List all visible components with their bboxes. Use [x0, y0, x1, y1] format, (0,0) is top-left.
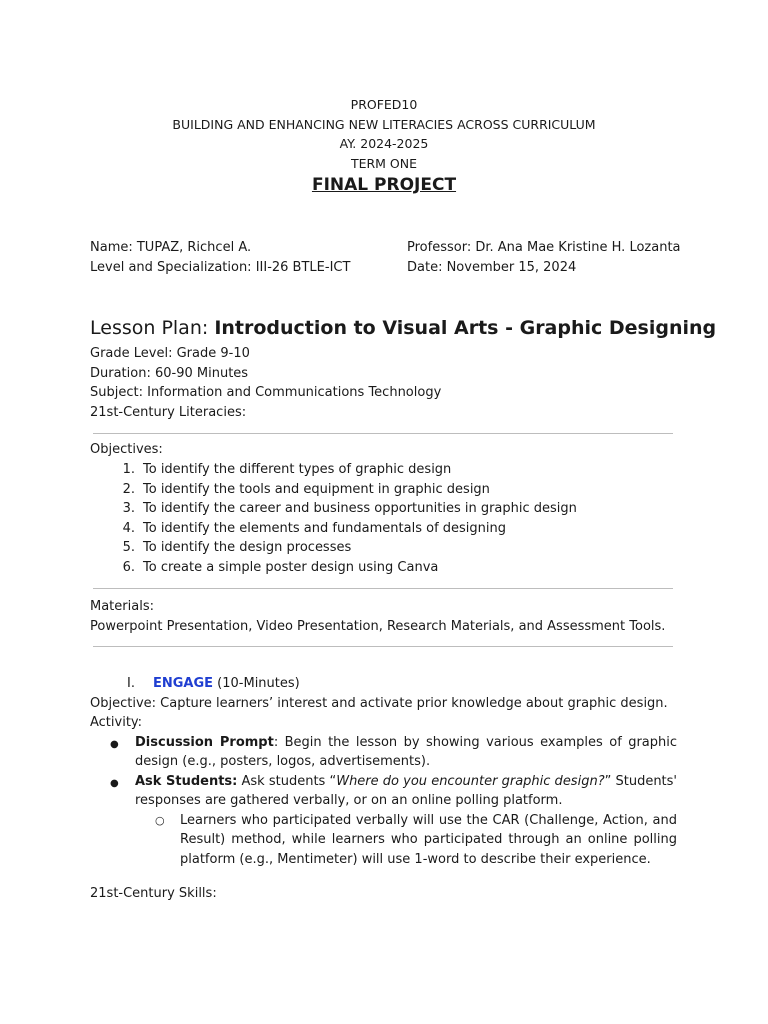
- materials-text: Powerpoint Presentation, Video Presentation, Research Materials, and Assessment Tools.: [90, 618, 666, 634]
- bullet-icon: ●: [110, 777, 119, 789]
- lesson-meta: [90, 344, 441, 422]
- hollow-bullet-icon: ○: [155, 813, 165, 827]
- list-item: [155, 811, 680, 870]
- course-code: PROFED10: [350, 97, 418, 112]
- objectives-list: [90, 460, 577, 577]
- submission-date: Date: November 15, 2024: [407, 260, 577, 275]
- list-item: 6. To create a simple poster design using Canva: [122, 559, 439, 575]
- lesson-plan-prefix: Lesson Plan:: [90, 317, 215, 339]
- materials-section: [90, 597, 665, 636]
- engage-objective: Objective: Capture learners’ interest and activate prior knowledge about graphic design.: [90, 695, 668, 711]
- engage-duration: (10-Minutes): [213, 676, 300, 691]
- ask-label: Ask Students:: [135, 773, 238, 789]
- skills-label: 21st-Century Skills:: [90, 886, 217, 901]
- roman-numeral: I.: [127, 676, 135, 691]
- document-header: [0, 95, 768, 173]
- term: TERM ONE: [350, 155, 418, 171]
- materials-label: Materials:: [90, 599, 154, 614]
- list-item: 5. To identify the design processes: [122, 540, 352, 555]
- duration: Duration: 60-90 Minutes: [90, 365, 249, 381]
- ask-question: Where do you encounter graphic design?: [336, 773, 605, 789]
- divider: [93, 646, 673, 647]
- student-info: [90, 238, 690, 278]
- literacies: 21st-Century Literacies:: [90, 404, 247, 420]
- engage-section: [90, 674, 680, 869]
- bullet-icon: ●: [110, 738, 119, 750]
- grade-level: Grade Level: Grade 9-10: [90, 346, 250, 361]
- page-title: FINAL PROJECT: [311, 175, 457, 195]
- engage-activity: Activity:: [90, 715, 143, 730]
- course-title: BUILDING AND ENHANCING NEW LITERACIES ACROSS CURRICULUM: [172, 116, 596, 132]
- professor-name: Professor: Dr. Ana Mae Kristine H. Lozanta: [407, 240, 681, 255]
- list-item: 4. To identify the elements and fundamentals of designing: [122, 520, 507, 536]
- discussion-label: Discussion Prompt: [135, 734, 274, 750]
- sub-item-text: Learners who participated verbally will use the CAR (Challenge, Action, and Result) method, while learners who participated through an online polling platform (e.g., Mentimeter) will use 1-word to describe their experience.: [180, 812, 677, 867]
- engage-label: ENGAGE: [153, 676, 214, 691]
- divider: [93, 588, 673, 589]
- engage-heading: [90, 674, 680, 694]
- discussion-text: : Begin the lesson by showing various examples of graphic design (e.g., posters, logos, advertisements).: [135, 734, 678, 769]
- list-item: 3. To identify the career and business opportunities in graphic design: [122, 501, 577, 516]
- subject: Subject: Information and Communications Technology: [90, 385, 442, 400]
- lesson-plan-title: [90, 317, 716, 339]
- objectives-label: Objectives:: [90, 442, 163, 457]
- list-item: ● Ask Students: Ask students “Where do you encounter graphic design?” Students' responses are gathered verbally, or on an online polling platform.: [110, 772, 680, 811]
- academic-year: AY. 2024-2025: [339, 136, 429, 151]
- list-item: [110, 733, 680, 772]
- list-item: 2. To identify the tools and equipment in graphic design: [122, 481, 490, 497]
- list-item: 1. To identify the different types of graphic design: [122, 462, 452, 477]
- level-specialization: Level and Specialization: III-26 BTLE-ICT: [90, 260, 351, 275]
- student-name: Name: TUPAZ, Richcel A.: [90, 240, 252, 255]
- lesson-plan-name: Introduction to Visual Arts - Graphic Designing: [214, 317, 717, 339]
- divider: [93, 433, 673, 434]
